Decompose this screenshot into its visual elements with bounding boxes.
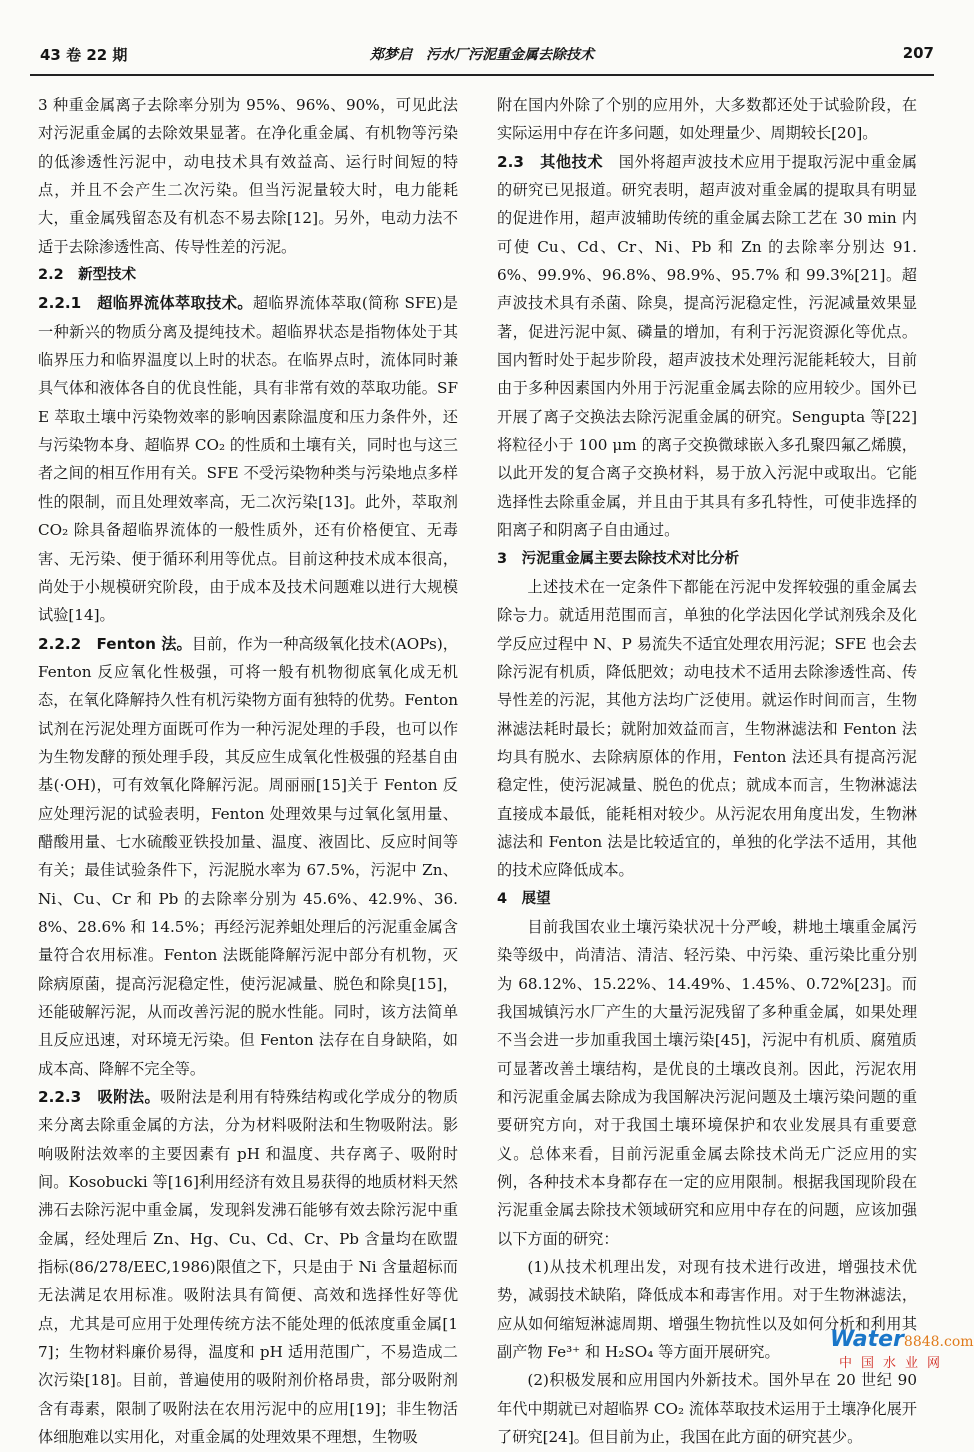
paragraph-body: 吸附法是利用有特殊结构或化学成分的物质来分离去除重金属的方法，分为材料吸附法和生物吸附法。影响吸附法效率的主要因素有 pH 和温度、共存离子、吸附时间。Kosobucki 等[16]利用经济有效且易获得的地质材料天然沸石去除污泥中重金属，发现斜发沸石能够有效去除污泥中重金属，经处理后 Zn、Hg、Cu、Cd、Cr、Pb 含量均在欧盟指标(86/278/EEC,1986)限值之下，只是由于 Ni 含量超标而无法满足农用标准。吸附法具有简便、高效和选择性好等优点，尤其是可应用于处理传统方法不能处理的低浓度重金属[17]；生物材料廉价易得，温度和 pH 适用范围广，不易造成二次污染[18]。目前，普遍使用的吸附剂价格昂贵，部分吸附剂含有毒素，限制了吸附法在农用污泥中的应用[19]；非生物活体细胞难以实用化，对重金属的处理效果不理想，生物吸 xyxy=(38,1088,459,1447)
running-header xyxy=(30,38,934,72)
logo-subtitle: 中国水业网 xyxy=(838,1356,949,1371)
logo-domain: .com xyxy=(939,1334,974,1350)
paragraph xyxy=(38,1083,458,1451)
section-heading: 2.2 新型技术 xyxy=(38,267,137,284)
paragraph xyxy=(38,630,458,1084)
logo-brand: Water xyxy=(830,1327,904,1352)
paragraph: (1)从技术机理出发，对现有技术进行改进，增强技术优势，减弱技术缺陷，降低成本和毒害作用。对于生物淋滤法，应从如何缩短淋滤周期、增强生物抗性以及如何分析和利用其副产物 Fe³⁺ 和 H₂SO₄ 等方面开展研究。 xyxy=(497,1258,917,1362)
paragraph-body: 国外将超声波技术应用于提取污泥中重金属的研究已见报道。研究表明，超声波对重金属的提取具有明显的促进作用，超声波辅助传统的重金属去除工艺在 30 min 内可使 Cu、Cd、Cr、Ni、Pb 和 Zn 的去除率分别达 91.6%、99.9%、96.8%、98.9%、95.7% 和 99.3%[21]。超声波技术具有杀菌、除臭，提高污泥稳定性，污泥减量效果显著，促进污泥中氮、磷量的增加，有利于污泥资源化等优点。国内暂时处于起步阶段，超声波技术处理污泥能耗较大，目前由于多种因素国内外用于污泥重金属去除的应用较少。国外已开展了离子交换法去除污泥重金属的研究。Sengupta 等[22]将粒径小于 100 μm 的离子交换微球嵌入多孔聚四氟乙烯膜，以此开发的复合离子交换材料，易于放入污泥中或取出。它能选择性去除重金属，并且由于其具有多孔特性，可使非选择的阳离子和阴离子自由通过。 xyxy=(497,152,918,540)
header-rule xyxy=(30,74,934,76)
paragraph: 目前我国农业土壤污染状况十分严峻，耕地土壤重金属污染等级中，尚清洁、清洁、轻污染、中污染、重污染比重分别为 68.12%、15.22%、14.49%、1.45%、0.72%[23]。而我国城镇污水厂产生的大量污泥残留了多种重金属，如果处理不当会进一步加重我国土壤污染[45]，污泥中有机质、腐殖质可显著改善土壤结构，是优良的土壤改良剂。因此，污泥农用和污泥重金属去除成为我国解决污泥问题及土壤污染问题的重要研究方向，对于我国土壤环境保护和农业发展具有重要意义。总体来看，目前污泥重金属去除技术尚无广泛应用的实例，各种技术本身都存在一定的应用限制。根据我国现阶段在污泥重金属去除技术领域研究和应用中存在的问题，应该加强以下方面的研究： xyxy=(497,917,917,1248)
section-heading: 4 展望 xyxy=(497,890,551,907)
paragraph: 附在国内外除了个别的应用外，大多数都还处于试验阶段，在实际运用中存在许多问题，如处理量少、周期较长[20]。 xyxy=(497,96,917,143)
paragraph-body: 目前，作为一种高级氧化技术(AOPs)，Fenton 反应氧化性极强，可将一般有机物彻底氧化成无机态，在氧化降解持久性有机污染物方面有独特的优势。Fenton 试剂在污泥处理方面既可作为一种污泥处理的手段，也可以作为生物发酵的预处理手段，其反应生成氧化性极强的羟基自由基(·OH)，可有效氧化降解污泥。周丽丽[15]关于 Fenton 反应处理污泥的试验表明，Fenton 处理效果与过氧化氢用量、醋酸用量、七水硫酸亚铁投加量、温度、液固比、反应时间等有关；最佳试验条件下，污泥脱水率为 67.5%，污泥中 Zn、Ni、Cu、Cr 和 Pb 的去除率分别为 45.6%、42.9%、36.8%、28.6% 和 14.5%；再经污泥养蛆处理后的污泥重金属含量符合农用标准。Fenton 法既能降解污泥中部分有机物，灭除病原菌，提高污泥稳定性，使污泥减量、脱色和除臭[15]，还能破解污泥，从而改善污泥的脱水性能。同时，该方法简单且反应迅速，对环境无污染。但 Fenton 法存在自身缺陷，如成本高、降解不完全等。 xyxy=(38,634,458,1078)
paragraph xyxy=(38,289,458,629)
subsection-heading: 2.2.1 超临界流体萃取技术。 xyxy=(38,294,253,313)
section-heading: 3 污泥重金属主要去除技术对比分析 xyxy=(497,550,740,567)
left-column xyxy=(38,91,458,1452)
paragraph-body: 超临界流体萃取(简称 SFE)是一种新兴的物质分离及提纯技术。超临界状态是指物体处于其临界压力和临界温度以上时的状态。在临界点时，流体同时兼具气体和液体各自的优良性能，具有非常有效的萃取功能。SFE 萃取土壤中污染物效率的影响因素除温度和压力条件外，还与污染物本身、超临界 CO₂ 的性质和土壤有关，同时也与这三者之间的相互作用有关。SFE 不受污染物种类与污染地点多样性的限制，而且处理效率高，无二次污染[13]。此外，萃取剂 CO₂ 除具备超临界流体的一般性质外，还有价格便宜、无毒害、无污染、便于循环利用等优点。目前这种技术成本很高，尚处于小规模研究阶段，由于成本及技术问题难以进行大规模试验[14]。 xyxy=(38,294,458,625)
page-number: 207 xyxy=(902,44,934,62)
paragraph xyxy=(497,148,917,545)
paragraph: 上述技术在一定条件下都能在污泥中发挥较强的重金属去除능力。就适用范围而言，单独的化学法因化学试剂残余及化学反应过程中 N、P 易流失不适宜处理农用污泥；SFE 也会去除污泥有机质，降低肥效；动电技术不适用去除渗透性高、传导性差的污泥，其他方法均广泛使用。就运作时间而言，生物淋滤法耗时最长；就附加效益而言，生物淋滤法和 Fenton 法均具有脱水、去除病原体的作用，Fenton 法还具有提高污泥稳定性，使污泥减量、脱色的优点；就成本而言，生物淋滤法直接成本最低，能耗相对较少。从污泥农用角度出发，生物淋滤法和 Fenton 法是比较适宜的，单独的化学法不适用，其他的技术应降低成本。 xyxy=(497,577,917,880)
logo-number: 8848 xyxy=(903,1334,940,1350)
paragraph: 3 种重金属离子去除率分别为 95%、96%、90%，可见此法对污泥重金属的去除效果显著。在净化重金属、有机物等污染的低渗透性污泥中，动电技术具有效益高、运行时间短的特点，并且不会产生二次污染。但当污泥量较大时，电力能耗大，重金属残留态及有机态不易去除[12]。另外，电动力法不适于去除渗透性高、传导性差的污泥。 xyxy=(38,96,458,256)
subsection-heading: 2.3 其他技术 xyxy=(497,152,604,171)
right-column xyxy=(497,91,917,1452)
issue-label: 43 卷 22 期 xyxy=(40,46,128,64)
watermark-logo xyxy=(830,1327,974,1371)
subsection-heading: 2.2.3 吸附法。 xyxy=(38,1088,161,1107)
paragraph: (2)积极发展和应用国内外新技术。国外早在 20 世纪 90 年代中期就已对超临界 CO₂ 流体萃取技术运用于土壤净化展开了研究[24]。但目前为止，我国在此方面的研究甚少。 xyxy=(497,1371,917,1447)
running-title: 郑梦启 污水厂污泥重金属去除技术 xyxy=(370,47,594,63)
subsection-heading: 2.2.2 Fenton 法。 xyxy=(38,634,192,653)
